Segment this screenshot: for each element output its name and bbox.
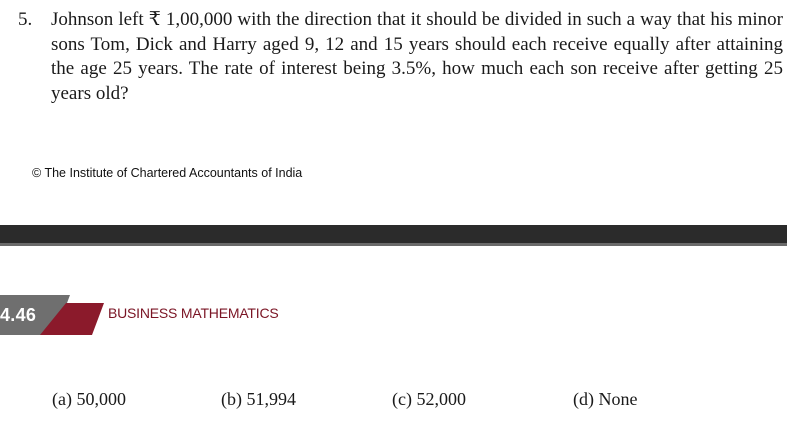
option-b: (b) 51,994 <box>221 389 296 409</box>
page-divider-edge <box>0 243 787 246</box>
section-title: BUSINESS MATHEMATICS <box>108 305 279 321</box>
option-a: (a) 50,000 <box>52 389 126 409</box>
option-d: (d) None <box>573 389 638 409</box>
page-number: 4.46 <box>0 305 37 325</box>
question-block <box>18 8 783 106</box>
question-number: 5. <box>18 9 33 30</box>
option-c: (c) 52,000 <box>392 389 466 409</box>
page-divider-band <box>0 225 787 243</box>
question-text: Johnson left ₹ 1,00,000 with the direction that it should be divided in such a way that his minor sons Tom, Dick and Harry aged 9, 12 and 15 years should each receive equally after attaining the age 25 years. The rate of interest being 3.5%, how much each son receive after getting 25 years old? <box>51 9 783 104</box>
copyright-notice: © The Institute of Chartered Accountants of India <box>32 166 303 180</box>
